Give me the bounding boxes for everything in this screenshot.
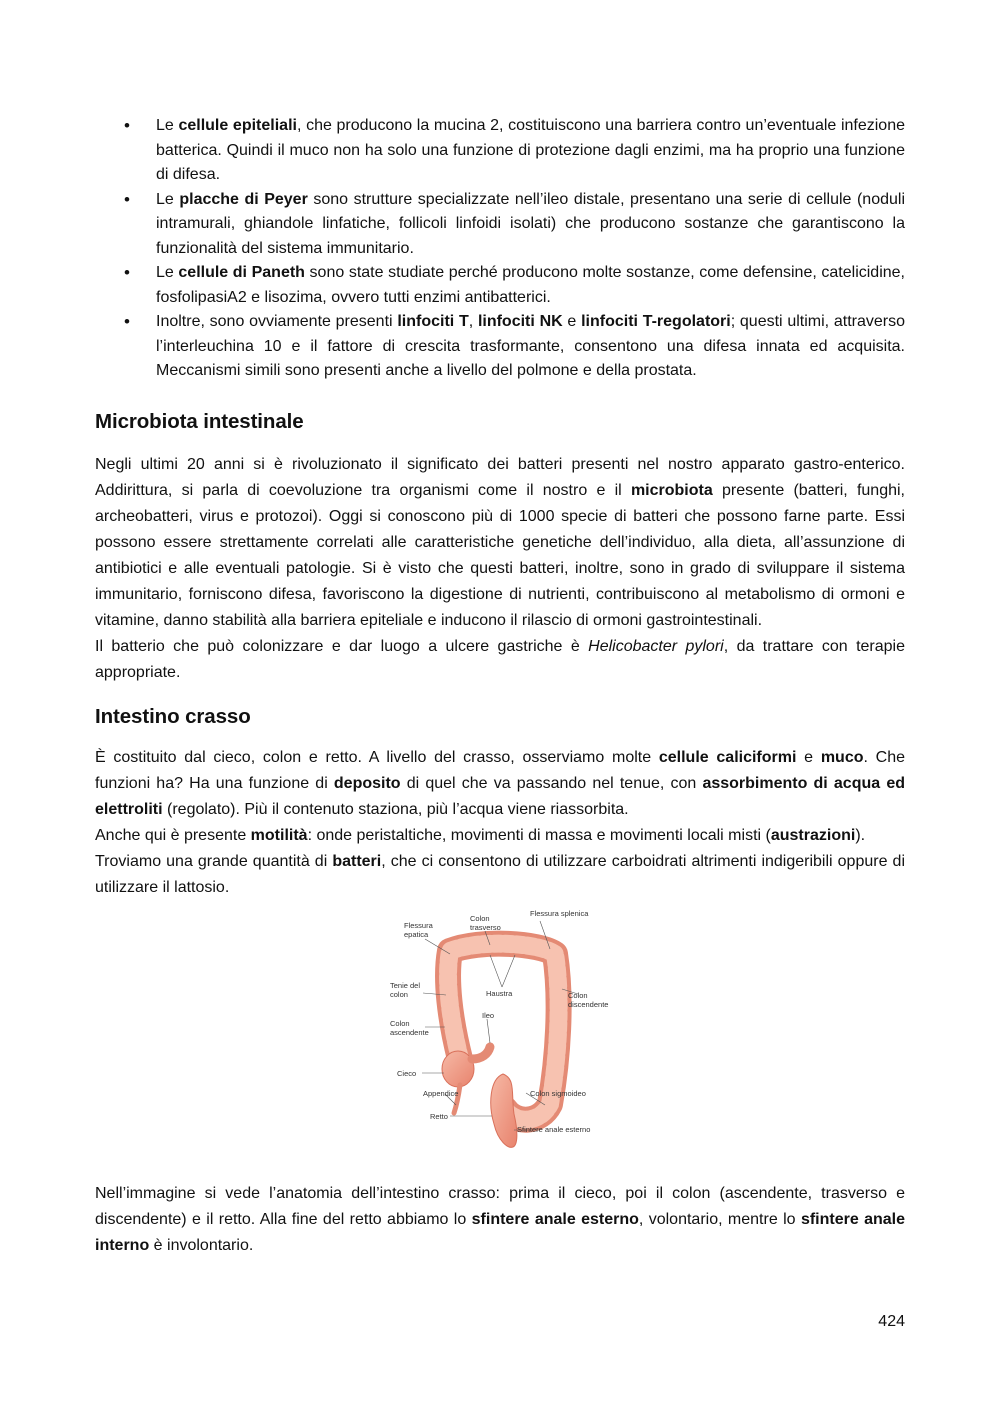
- microbiota-paragraph: Negli ultimi 20 anni si è rivoluzionato il significato dei batteri presenti nel nostro apparato gastro-enterico. Addirittura, si parla di coevoluzione tra organismi come il nostro e il microbiota presente (batteri, funghi, archeobatteri, virus e protozoi). Oggi si conoscono più di 1000 specie di batteri che possono farne parte. Essi possono essere strettamente correlati alle caratteristiche genetiche dell’individuo, alla dieta, all’assunzione di antibiotici e alle eventuali patologie. Si è visto che questi batteri, inoltre, sono in grado di sviluppare il sistema immunitario, forniscono difesa, favoriscono la digestione di nutrienti, contribuiscono al metabolismo di ormoni e vitamine, danno stabilità alla barriera epiteliale e inducono il rilascio di ormoni gastrointestinali.: [95, 455, 905, 629]
- label-retto: Retto: [430, 1111, 448, 1121]
- label-tenie-del-colon: Tenie del colon: [390, 980, 421, 999]
- text: Le: [156, 190, 180, 208]
- helicobacter-paragraph: Il batterio che può colonizzare e dar luogo a ulcere gastriche è Helicobacter pylori, da trattare con terapie appropriate.: [95, 637, 905, 681]
- section-heading-intestino-crasso: Intestino crasso: [95, 704, 251, 728]
- text: e: [562, 313, 582, 330]
- list-item: [95, 310, 905, 384]
- label-colon-trasverso: Colon trasverso: [470, 913, 501, 932]
- label-ileo: Ileo: [482, 1010, 495, 1020]
- bold-term: microbiota: [630, 481, 713, 499]
- text: Inoltre, sono ovviamente presenti: [156, 313, 398, 330]
- page-number: 424: [878, 1313, 905, 1330]
- bold-term: linfociti NK: [477, 313, 563, 330]
- figure-description-paragraph: Nell’immagine si vede l’anatomia dell’intestino crasso: prima il cieco, poi il colon (ascendente, trasverso e discendente) e il retto. Alla fine del retto abbiamo lo sfintere anale esterno, volontario, mentre lo sfintere anale interno è involontario.: [95, 1184, 906, 1254]
- italic-term: Helicobacter pylori: [588, 637, 724, 655]
- list-item: [95, 261, 905, 310]
- bold-term: linfociti T: [397, 313, 469, 330]
- crasso-paragraph-1: È costituito dal cieco, colon e retto. A livello del crasso, osserviamo molte cellule caliciformi e muco. Che funzioni ha? Ha una funzione di deposito di quel che va passando nel tenue, con assorbimento di acqua ed elettroliti (regolato). Più il contenuto staziona, più l’acqua viene riassorbita.: [95, 748, 906, 818]
- label-haustra: Haustra: [486, 988, 513, 998]
- label-colon-sigmoideo: Colon sigmoideo: [530, 1088, 586, 1098]
- section-heading-microbiota: Microbiota intestinale: [95, 409, 304, 433]
- label-colon-discendente: Colon discendente: [568, 990, 609, 1009]
- document-page: [95, 114, 905, 1259]
- label-colon-ascendente: Colon ascendente: [390, 1018, 429, 1037]
- list-item: [95, 188, 905, 262]
- text: Le: [156, 117, 179, 134]
- large-intestine-figure: [390, 909, 630, 1159]
- label-sfintere-anale-esterno: Sfintere anale esterno: [517, 1124, 591, 1134]
- label-appendice: Appendice: [423, 1088, 459, 1098]
- text: , che producono la mucina 2, costituiscono una barriera contro un’eventuale infezione batterica. Quindi il muco non ha solo una funzione di protezione dagli enzimi, ma ha proprio una funzione di difesa.: [156, 117, 906, 183]
- crasso-paragraph-3: Troviamo una grande quantità di batteri, che ci consentono di utilizzare carboidrati altrimenti indigeribili oppure di utilizzare il lattosio.: [95, 852, 905, 896]
- label-flessura-splenica: Flessura splenica: [530, 908, 589, 918]
- text: sono state studiate perché producono molte sostanze, come defensine, catelicidine, fosfolipasiA2 e lisozima, ovvero tutti enzimi antibatterici.: [156, 264, 905, 306]
- text: ; questi ultimi, attraverso l’interleuchina 10 e il fattore di crescita trasformante, consentono una difesa innata ed acquisita. Meccanismi simili sono presenti anche a livello del polmone e della prostata.: [156, 313, 906, 379]
- text: ,: [468, 313, 478, 330]
- text: sono strutture specializzate nell’ileo distale, presentano una serie di cellule (noduli intramurali, ghiandole linfatiche, follicoli linfoidi isolati) che producono sostanze che garantiscono la funzionalità del sistema immunitario.: [156, 190, 905, 257]
- label-flessura-epatica: Flessura epatica: [404, 920, 433, 939]
- bold-term: placche di Peyer: [179, 190, 308, 208]
- immune-bullet-list: [95, 114, 905, 384]
- list-item: [95, 114, 905, 188]
- crasso-paragraph-2: Anche qui è presente motilità: onde peristaltiche, movimenti di massa e movimenti locali misti (austrazioni).: [95, 826, 866, 844]
- bold-term: linfociti T-regolatori: [581, 313, 731, 330]
- text: Le: [156, 264, 179, 281]
- bold-term: cellule epiteliali: [178, 117, 297, 134]
- bold-term: cellule di Paneth: [178, 264, 305, 281]
- label-cieco: Cieco: [397, 1068, 417, 1078]
